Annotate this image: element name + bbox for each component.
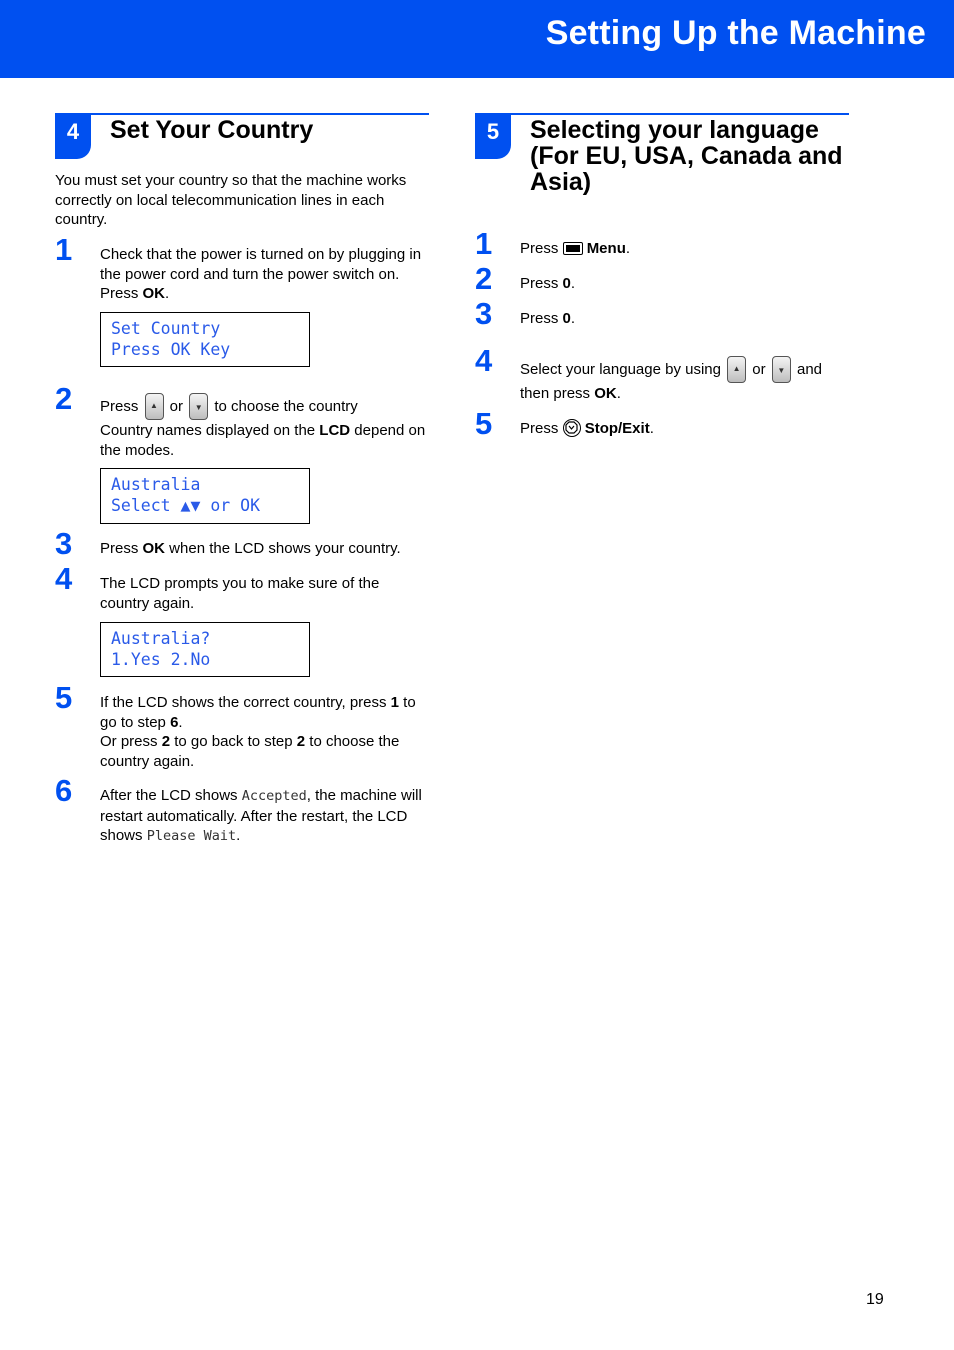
s5-step-3-key: 0 bbox=[562, 310, 571, 327]
section-4-intro: You must set your country so that the machine works correctly on local telecommunication lines in each country. bbox=[55, 172, 407, 228]
s5-step-4-or: or bbox=[748, 361, 770, 378]
s4-step-6-number: 6 bbox=[55, 773, 73, 808]
lcd-1-line-1: Set Country bbox=[111, 319, 221, 338]
down-arrow-key-icon: ▼ bbox=[189, 393, 208, 420]
lcd-display-3 bbox=[100, 622, 310, 677]
section-4-title: Set Your Country bbox=[110, 116, 314, 144]
section-5-title-line-3: Asia) bbox=[530, 168, 592, 196]
lcd-display-1 bbox=[100, 312, 310, 367]
s5-step-2-number: 2 bbox=[475, 261, 493, 296]
s5-step-5-text-a: Press bbox=[520, 420, 563, 437]
lcd-accepted-text: Accepted bbox=[241, 788, 307, 804]
section-4-number: 4 bbox=[66, 119, 80, 144]
s4-step-5-text-f: to choose the country again. bbox=[100, 733, 400, 770]
s5-step-1-menu: Menu bbox=[586, 240, 626, 257]
s4-step-5-text-e: to go back to step bbox=[170, 733, 297, 750]
lcd-display-2 bbox=[100, 468, 310, 524]
s4-step-1-text-b: . bbox=[165, 285, 170, 302]
up-arrow-key-icon: ▲ bbox=[145, 393, 164, 420]
s4-step-2-note bbox=[100, 421, 435, 460]
s4-step-1-number: 1 bbox=[55, 232, 73, 267]
section-4-number-tab bbox=[55, 113, 91, 159]
section-5-title bbox=[530, 117, 843, 195]
section-5-title-line-2: (For EU, USA, Canada and bbox=[530, 142, 843, 170]
s5-step-5-stop-exit: Stop/Exit bbox=[584, 420, 650, 437]
s4-step-1-text-a: Check that the power is turned on by plugging in the power cord and turn the power switch on. Press bbox=[100, 246, 422, 302]
s5-step-4-text-a: Select your language by using bbox=[520, 361, 726, 378]
s4-step-6-text bbox=[100, 786, 435, 847]
s5-step-1-text-a: Press bbox=[520, 240, 563, 257]
s4-step-3-ok: OK bbox=[142, 540, 166, 557]
s4-step-3-text-a: Press bbox=[100, 540, 143, 557]
s5-step-5-number: 5 bbox=[475, 406, 493, 441]
s5-step-3-number: 3 bbox=[475, 296, 493, 331]
s5-step-3-text-a: Press bbox=[520, 310, 563, 327]
s4-step-3-text-b: when the LCD shows your country. bbox=[165, 540, 401, 557]
s5-step-2-text bbox=[520, 274, 850, 294]
s5-step-4-text bbox=[520, 356, 850, 383]
lcd-2-line-2: Select ▲▼ or OK bbox=[111, 496, 261, 515]
s5-step-5-text-b: . bbox=[649, 420, 654, 437]
s4-step-6-text-c: . bbox=[236, 827, 241, 844]
page-number: 19 bbox=[866, 1291, 884, 1308]
s4-step-5-text-c: . bbox=[178, 713, 183, 731]
s4-step-5-text-a: If the LCD shows the correct country, press bbox=[100, 694, 391, 711]
section-5-number: 5 bbox=[486, 119, 500, 144]
s5-step-2-key: 0 bbox=[562, 275, 571, 292]
s5-step-3-text-b: . bbox=[570, 310, 576, 327]
s4-step-2-or: or bbox=[165, 398, 188, 415]
s5-step-1-text-b: . bbox=[625, 240, 631, 257]
s4-step-5-bold-e: 2 bbox=[296, 733, 306, 750]
s4-step-5-text-b: to go to step bbox=[100, 694, 416, 731]
s4-step-5-bold-b: 6 bbox=[170, 713, 179, 731]
s4-step-2-number: 2 bbox=[55, 381, 73, 416]
section-5-title-line-1: Selecting your language bbox=[530, 116, 819, 144]
lcd-please-wait-text: Please Wait bbox=[146, 828, 237, 844]
s4-step-5-bold-d: 2 bbox=[161, 733, 171, 750]
s5-step-3-text bbox=[520, 309, 850, 329]
s4-step-4-number: 4 bbox=[55, 561, 73, 596]
s4-step-5-bold-a: 1 bbox=[390, 694, 400, 711]
lcd-2-line-1: Australia bbox=[111, 475, 201, 494]
s4-step-1-text bbox=[100, 245, 435, 304]
s5-step-4-ok: OK bbox=[594, 385, 617, 402]
s5-step-1-number: 1 bbox=[475, 226, 493, 261]
s5-step-2-text-b: . bbox=[570, 275, 576, 292]
header-banner bbox=[0, 0, 954, 78]
lcd-3-line-2: 1.Yes 2.No bbox=[111, 650, 211, 669]
s4-step-6-text-b: , the machine will restart automatically. After the restart, the LCD shows bbox=[100, 787, 422, 844]
s4-step-1-ok: OK bbox=[142, 285, 166, 302]
s4-step-2-text bbox=[100, 393, 435, 420]
s4-step-2-text-d: depend on the modes. bbox=[100, 422, 426, 459]
s4-step-5-number: 5 bbox=[55, 680, 73, 715]
s5-step-4-text-d: . bbox=[616, 385, 621, 402]
stop-exit-key-icon bbox=[563, 419, 581, 437]
section-4-rule bbox=[55, 113, 429, 115]
s4-step-2-lcd: LCD bbox=[319, 422, 351, 439]
s4-step-5-text-d: Or press bbox=[100, 733, 162, 750]
s4-step-6-text-a: After the LCD shows bbox=[100, 787, 242, 804]
s4-step-2-text-b: to choose the country bbox=[210, 398, 358, 415]
s5-step-4-text-c: then press bbox=[520, 385, 595, 402]
down-arrow-key-icon: ▼ bbox=[772, 356, 791, 383]
up-arrow-key-icon: ▲ bbox=[727, 356, 746, 383]
lcd-3-line-1: Australia? bbox=[111, 629, 211, 648]
s4-step-2-text-c: Country names displayed on the bbox=[100, 422, 320, 439]
section-5-rule bbox=[475, 113, 849, 115]
section-5-header bbox=[475, 113, 849, 203]
section-4-header bbox=[55, 113, 429, 163]
s4-step-3-text bbox=[100, 539, 435, 559]
page-title: Setting Up the Machine bbox=[545, 14, 926, 52]
s4-step-3-number: 3 bbox=[55, 526, 73, 561]
section-5-number-tab bbox=[475, 113, 511, 159]
s5-step-4-text-b: and bbox=[792, 361, 823, 378]
s5-step-2-text-a: Press bbox=[520, 275, 563, 292]
lcd-1-line-2: Press OK Key bbox=[111, 340, 231, 359]
s4-step-4-text: The LCD prompts you to make sure of the country again. bbox=[100, 575, 380, 612]
s5-step-1-text bbox=[520, 239, 850, 259]
s4-step-2-text-a: Press bbox=[100, 398, 143, 415]
menu-key-icon bbox=[563, 242, 583, 255]
s5-step-4-number: 4 bbox=[475, 343, 493, 378]
s4-step-5-text bbox=[100, 693, 435, 771]
s5-step-5-text bbox=[520, 419, 850, 439]
s5-step-4-text-2 bbox=[520, 384, 850, 404]
